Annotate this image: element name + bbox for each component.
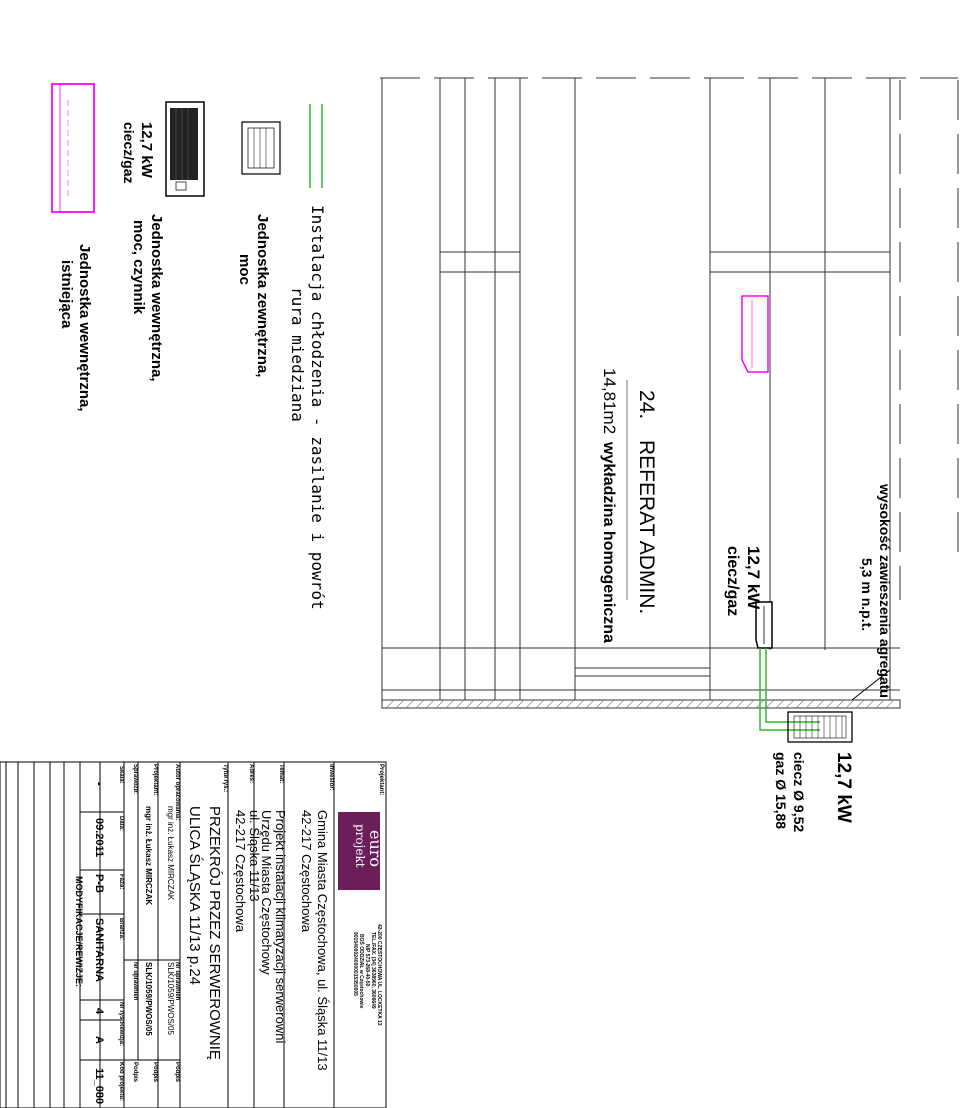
logo-text-projekt: projekt	[353, 824, 367, 868]
room-area: 14,81m2	[600, 368, 619, 435]
modifications-label: MODYFIKACJE/REWIZJE:	[74, 876, 84, 988]
scale-value: -	[93, 782, 105, 786]
room-name: REFERAT ADMIN.	[635, 440, 658, 615]
date-value: 09.2011	[93, 818, 105, 858]
legend	[52, 84, 327, 610]
company-line-3: NIP 573-268-40-50	[364, 944, 370, 987]
legend-outdoor-line1: Jednostka zewnętrzna,	[254, 214, 271, 378]
signature-label-3: Podpis	[132, 1062, 138, 1083]
logo-text-euro: euro	[366, 830, 385, 868]
company-line-4: BOŚ ODDZIAŁ w Częstochowie	[358, 934, 364, 1009]
legend-indoor-medium: ciecz/gaz	[121, 122, 137, 184]
legend-outdoor-line2: moc	[236, 254, 253, 285]
date-label: Data:	[118, 816, 124, 832]
company-logo	[338, 812, 385, 890]
license-1: SLK/1059/PWOS/05	[166, 962, 175, 1035]
cooling-pipes	[760, 648, 820, 730]
legend-indoor-line1: Jednostka wewnętrzna,	[148, 214, 165, 382]
mount-height-value: 5,3 m n.p.t.	[859, 558, 875, 632]
outdoor-power: 12,7 kW	[833, 752, 854, 823]
room-floor: wykładzina homogeniczna	[600, 442, 617, 643]
author-value: mgr inż. Łukasz MIRCZAK	[166, 806, 175, 901]
company-line-5: 90154000240000015350005	[352, 932, 358, 996]
topic-line-1: Projekt instalacji klimatyzacji serwerowni	[273, 810, 288, 1044]
designer-label: Projektant:	[378, 764, 384, 796]
legend-indoor-power: 12,7 kW	[138, 122, 155, 178]
pipe-liquid: ciecz Ø 9,52	[791, 752, 807, 833]
room-number: 24.	[635, 390, 658, 420]
legend-existing-symbol	[52, 84, 94, 212]
legend-existing-line1: Jednostka wewnętrzna,	[76, 244, 93, 412]
designer2-label: Projektant:	[152, 764, 158, 796]
signature-label-1: Podpis	[174, 1062, 180, 1083]
revision-label: Rewizja:	[118, 1022, 124, 1047]
legend-indoor-line2: moc, czynnik	[130, 220, 147, 315]
topic-line-2: Urzędu Miasta Częstochowy	[259, 810, 274, 975]
code-label: Kod projektu:	[118, 1062, 124, 1101]
legend-pipe-line1: Instalacja chłodzenia - zasilanie i powrót	[308, 205, 327, 610]
scale-label: Skala:	[118, 766, 124, 784]
license-label: Nr uprawnień	[174, 962, 180, 1001]
checker-label: Sprawdził:	[132, 764, 138, 795]
topic-label: Temat:	[278, 764, 284, 784]
room-number-group	[635, 390, 658, 614]
investor-label: Inwestor:	[328, 764, 334, 791]
company-line-1: 42-200 CZĘSTOCHOWA UL. LOCKETKA 13	[376, 924, 382, 1026]
address-line-1: ul. Śląska 11/13	[247, 810, 262, 902]
branch-value: SANITARNA	[93, 918, 105, 982]
mount-height-label: wysokość zawieszenia agregatu	[877, 484, 893, 698]
legend-pipe-line2: rura miedziana	[288, 287, 307, 422]
phase-label: Faza:	[118, 874, 124, 890]
designer2-value: mgr inż. Łukasz MIRCZAK	[144, 806, 153, 906]
license-label-3: Nr uprawnień	[132, 962, 138, 1001]
legend-existing-line2: istniejąca	[58, 260, 75, 329]
sheet-label: Nr rys.:	[118, 1002, 124, 1024]
legend-indoor-symbol	[166, 102, 204, 196]
address-line-2: 42-217 Częstochowa	[233, 810, 248, 933]
existing-indoor-unit	[742, 296, 768, 372]
drawing-title-line-1: PRZEKRÓJ PRZEZ SERWEROWNIĘ	[206, 806, 223, 1060]
company-details	[352, 924, 382, 1026]
revision-value: A	[93, 1036, 105, 1044]
legend-outdoor-symbol	[242, 122, 280, 174]
drawing-title-label: Tytuł rys.:	[222, 764, 228, 793]
branch-label: Branża:	[118, 918, 124, 941]
indoor-power: 12,7 kW	[744, 546, 763, 610]
sheet-value: 4	[93, 1008, 105, 1015]
company-line-2: TEL./FAX. (34) 3638960, 3606649	[370, 932, 376, 1009]
investor-line-2: 42-217 Częstochowa	[299, 810, 314, 933]
outdoor-unit	[788, 670, 890, 742]
code-value: 11_080	[93, 1068, 105, 1105]
author-label: Autor opracowania:	[174, 764, 180, 821]
phase-value: P-B	[93, 874, 105, 893]
floor-hatch	[386, 700, 894, 708]
indoor-medium: ciecz/gaz	[724, 546, 741, 617]
address-label: Adres:	[248, 764, 254, 784]
investor-line-1: Gmina Miasta Częstochowa, ul. Śląska 11/13	[315, 810, 330, 1071]
signature-label-2: Podpis	[152, 1062, 158, 1083]
drawing-title-line-2: ULICA ŚLĄSKA 11/13 p.24	[186, 806, 203, 986]
pipe-gas: gaz Ø 15,88	[773, 752, 789, 830]
license-2: SLK/1059/PWOS/05	[144, 962, 153, 1036]
